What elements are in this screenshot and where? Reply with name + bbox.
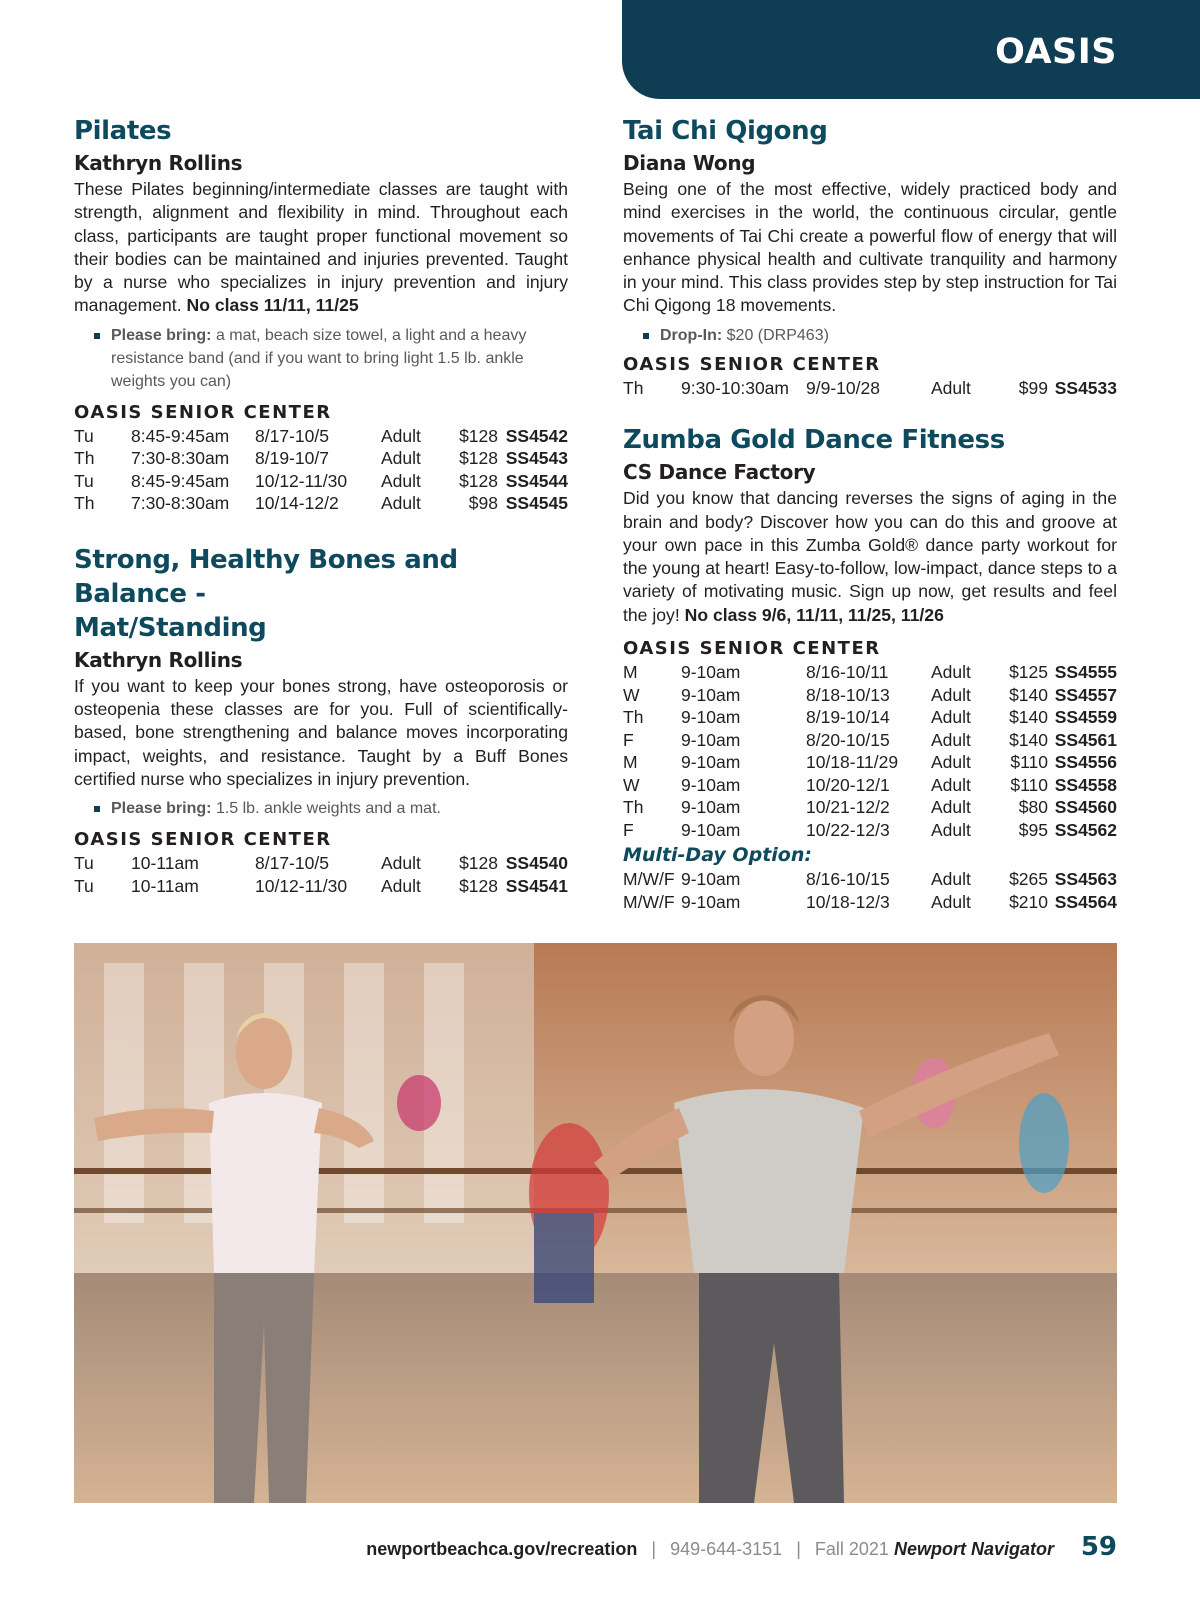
table-row (74, 470, 568, 493)
footer-line (366, 1539, 1054, 1560)
zumba-multi-day-table (623, 868, 1117, 913)
dates-cell: 8/19-10/14 (806, 707, 890, 728)
pilates-bring-label: Please bring: (111, 326, 212, 344)
table-row (623, 891, 1117, 914)
age-cell: Adult (931, 377, 971, 398)
time-cell: 9-10am (681, 891, 741, 912)
dates-cell: 9/9-10/28 (806, 377, 880, 398)
table-row (74, 425, 568, 448)
time-cell: 9-10am (681, 729, 741, 750)
zumba-schedule-table (623, 661, 1117, 841)
age-cell: Adult (931, 774, 971, 795)
footer-magazine: Newport Navigator (893, 1539, 1054, 1559)
footer-separator: | (651, 1539, 657, 1559)
zumba-venue: OASIS SENIOR CENTER (623, 638, 881, 660)
time-cell: 10-11am (131, 875, 199, 896)
pilates-schedule-table (74, 425, 568, 515)
left-column (74, 114, 568, 897)
fee-cell: $110 (1010, 774, 1048, 795)
fee-cell: $210 (1009, 891, 1048, 912)
course-code: SS4541 (505, 875, 568, 896)
course-code: SS4561 (1054, 729, 1117, 750)
fee-cell: $140 (1009, 707, 1048, 728)
day-cell: W (623, 684, 640, 705)
taichi-instructor: Diana Wong (623, 151, 756, 175)
taichi-schedule-table (623, 377, 1117, 400)
fee-cell: $95 (1018, 819, 1048, 840)
age-cell: Adult (381, 448, 421, 469)
table-row (623, 774, 1117, 797)
age-cell: Adult (381, 470, 421, 491)
day-cell: M (623, 662, 638, 683)
day-cell: Th (74, 493, 95, 514)
course-code: SS4562 (1054, 819, 1117, 840)
zumba-section (623, 423, 1117, 913)
age-cell: Adult (931, 729, 971, 750)
day-cell: Tu (74, 875, 94, 896)
age-cell: Adult (381, 875, 421, 896)
table-row (623, 819, 1117, 842)
course-code: SS4542 (505, 425, 568, 446)
day-cell: W (623, 774, 640, 795)
taichi-dropin-label: Drop-In: (660, 326, 723, 344)
course-code: SS4533 (1054, 377, 1117, 398)
day-cell: M/W/F (623, 891, 675, 912)
dance-class-illustration (74, 943, 1117, 1503)
pilates-venue: OASIS SENIOR CENTER (74, 401, 332, 423)
bones-title (74, 543, 568, 645)
age-cell: Adult (931, 891, 971, 912)
time-cell: 10-11am (131, 853, 199, 874)
day-cell: M (623, 752, 638, 773)
bones-title-line1: Strong, Healthy Bones and Balance - (74, 544, 458, 609)
age-cell: Adult (931, 662, 971, 683)
table-row (623, 684, 1117, 707)
time-cell: 9-10am (681, 774, 741, 795)
fee-cell: $128 (459, 425, 498, 446)
course-code: SS4557 (1054, 684, 1117, 705)
fee-cell: $99 (1018, 377, 1048, 398)
time-cell: 9-10am (681, 684, 741, 705)
table-row (623, 729, 1117, 752)
dates-cell: 8/16-10/11 (806, 662, 889, 683)
table-row (74, 875, 568, 898)
fee-cell: $128 (459, 470, 498, 491)
time-cell: 8:45-9:45am (131, 470, 230, 491)
time-cell: 9:30-10:30am (681, 377, 789, 398)
dates-cell: 10/12-11/30 (255, 875, 348, 896)
fee-cell: $110 (1010, 752, 1048, 773)
pilates-description-text: These Pilates beginning/intermediate classes are taught with strength, alignment and flexibility in mind. Throughout each class, participants are taught proper functional movement so their bodies can be maintained and injuries prevented. Taught by a nurse who specializes in injury prevention and injury management. (74, 179, 568, 316)
bones-section (74, 543, 568, 897)
dates-cell: 10/20-12/1 (806, 774, 890, 795)
dates-cell: 10/21-12/2 (806, 797, 890, 818)
bullet-square-icon (643, 333, 649, 339)
time-cell: 9-10am (681, 797, 741, 818)
bones-bring-text: 1.5 lb. ankle weights and a mat. (215, 800, 441, 818)
taichi-section (623, 114, 1117, 399)
day-cell: Tu (74, 425, 94, 446)
course-code: SS4556 (1054, 752, 1117, 773)
pilates-instructor: Kathryn Rollins (74, 151, 243, 175)
footer-url-link[interactable]: newportbeachca.gov/recreation (366, 1539, 638, 1559)
age-cell: Adult (931, 797, 971, 818)
zumba-no-class: No class 9/6, 11/11, 11/25, 11/26 (684, 604, 944, 625)
taichi-dropin-text: $20 (DRP463) (726, 326, 829, 344)
course-code: SS4545 (505, 493, 568, 514)
dates-cell: 10/18-12/3 (806, 891, 890, 912)
table-row (74, 492, 568, 515)
age-cell: Adult (931, 684, 971, 705)
fee-cell: $140 (1009, 684, 1048, 705)
day-cell: Th (623, 797, 644, 818)
pilates-bring-text: a mat, beach size towel, a light and a heavy resistance band (and if you want to bring light 1.5 lb. ankle weights you can) (111, 326, 527, 390)
time-cell: 9-10am (681, 819, 741, 840)
zumba-instructor: CS Dance Factory (623, 460, 816, 485)
dates-cell: 10/22-12/3 (806, 819, 890, 840)
course-code: SS4564 (1054, 891, 1117, 912)
bones-title-line2: Mat/Standing (74, 612, 267, 643)
zumba-description-text: Did you know that dancing reverses the signs of aging in the brain and body? Discover how you can do this and groove at your own pace in this Zumba Gold® dance party workout for the young at heart! Easy-to-follow, low-impact, dance steps to a variety of motivating music. Sign up now, get results and feel the joy! (623, 488, 1117, 625)
day-cell: Tu (74, 853, 94, 874)
fee-cell: $128 (459, 448, 498, 469)
pilates-no-class: No class 11/11, 11/25 (186, 295, 359, 316)
fee-cell: $128 (459, 875, 498, 896)
time-cell: 9-10am (681, 662, 741, 683)
time-cell: 7:30-8:30am (131, 448, 230, 469)
table-row (74, 852, 568, 875)
table-row (74, 447, 568, 470)
fee-cell: $128 (459, 853, 498, 874)
multi-day-option-label: Multi-Day Option: (623, 844, 812, 867)
fee-cell: $80 (1018, 797, 1048, 818)
course-code: SS4544 (505, 470, 568, 491)
day-cell: Th (623, 707, 644, 728)
day-cell: Th (623, 377, 644, 398)
bones-venue: OASIS SENIOR CENTER (74, 829, 332, 851)
fee-cell: $125 (1009, 662, 1048, 683)
bones-schedule-table (74, 852, 568, 897)
footer-season: Fall 2021 (814, 1539, 889, 1559)
dates-cell: 8/19-10/7 (255, 448, 329, 469)
time-cell: 9-10am (681, 752, 741, 773)
table-row (623, 796, 1117, 819)
right-column (623, 114, 1117, 913)
bones-bring-item (74, 797, 568, 820)
course-code: SS4560 (1054, 797, 1117, 818)
age-cell: Adult (381, 853, 421, 874)
dates-cell: 8/16-10/15 (806, 869, 890, 890)
course-code: SS4563 (1054, 869, 1117, 890)
course-code: SS4555 (1054, 662, 1117, 683)
taichi-venue: OASIS SENIOR CENTER (623, 353, 881, 375)
age-cell: Adult (931, 707, 971, 728)
taichi-dropin-item (623, 324, 1117, 347)
bullet-square-icon (94, 806, 100, 812)
dance-class-photo (74, 943, 1117, 1503)
table-row (623, 661, 1117, 684)
taichi-title: Tai Chi Qigong (623, 116, 828, 146)
table-row (623, 751, 1117, 774)
table-row (623, 377, 1117, 400)
fee-cell: $140 (1009, 729, 1048, 750)
footer-separator: | (796, 1539, 801, 1559)
time-cell: 9-10am (681, 707, 741, 728)
zumba-description (623, 487, 1117, 627)
dates-cell: 10/12-11/30 (255, 470, 348, 491)
pilates-section (74, 114, 568, 515)
day-cell: Tu (74, 470, 94, 491)
pilates-bring-item (74, 324, 568, 393)
pilates-description (74, 178, 568, 318)
age-cell: Adult (381, 425, 421, 446)
course-code: SS4540 (505, 853, 568, 874)
course-code: SS4558 (1054, 774, 1117, 795)
footer-phone: 949-644-3151 (670, 1539, 783, 1559)
day-cell: F (623, 819, 634, 840)
table-row (623, 706, 1117, 729)
bullet-square-icon (94, 333, 100, 339)
table-row (623, 868, 1117, 891)
zumba-title: Zumba Gold Dance Fitness (623, 425, 1005, 456)
day-cell: F (623, 729, 634, 750)
age-cell: Adult (381, 493, 421, 514)
dates-cell: 8/17-10/5 (255, 425, 329, 446)
taichi-description: Being one of the most effective, widely practiced body and mind exercises in the world, the continuous circular, gentle movements of Tai Chi create a powerful flow of energy that will enhance physical health and cultivate tranquility and harmony in your mind. This class provides step by step instruction for Tai Chi Qigong 18 movements. (623, 179, 1117, 316)
dates-cell: 10/18-11/29 (806, 752, 899, 773)
pilates-title: Pilates (74, 116, 172, 146)
bones-bring-label: Please bring: (111, 800, 212, 818)
day-cell: M/W/F (623, 869, 675, 890)
bones-description: If you want to keep your bones strong, have osteoporosis or osteopenia these classes are for you. Full of scientifically-based, bone strengthening and balance moves incorporating impact, weights, and resistance. Taught by a Buff Bones certified nurse who specializes in injury prevention. (74, 675, 568, 789)
bones-instructor: Kathryn Rollins (74, 647, 243, 672)
fee-cell: $98 (468, 493, 498, 514)
dates-cell: 8/18-10/13 (806, 684, 890, 705)
page-number: 59 (1080, 1532, 1117, 1562)
day-cell: Th (74, 448, 95, 469)
section-title: OASIS (995, 32, 1117, 72)
age-cell: Adult (931, 869, 971, 890)
time-cell: 8:45-9:45am (131, 425, 230, 446)
time-cell: 9-10am (681, 869, 741, 890)
course-code: SS4559 (1054, 707, 1117, 728)
age-cell: Adult (931, 752, 971, 773)
age-cell: Adult (931, 819, 971, 840)
header-tab (622, 0, 1200, 99)
dates-cell: 8/20-10/15 (806, 729, 890, 750)
dates-cell: 8/17-10/5 (255, 853, 329, 874)
page-footer (0, 1532, 1200, 1568)
dates-cell: 10/14-12/2 (255, 493, 339, 514)
course-code: SS4543 (505, 448, 568, 469)
time-cell: 7:30-8:30am (131, 493, 230, 514)
fee-cell: $265 (1009, 869, 1048, 890)
